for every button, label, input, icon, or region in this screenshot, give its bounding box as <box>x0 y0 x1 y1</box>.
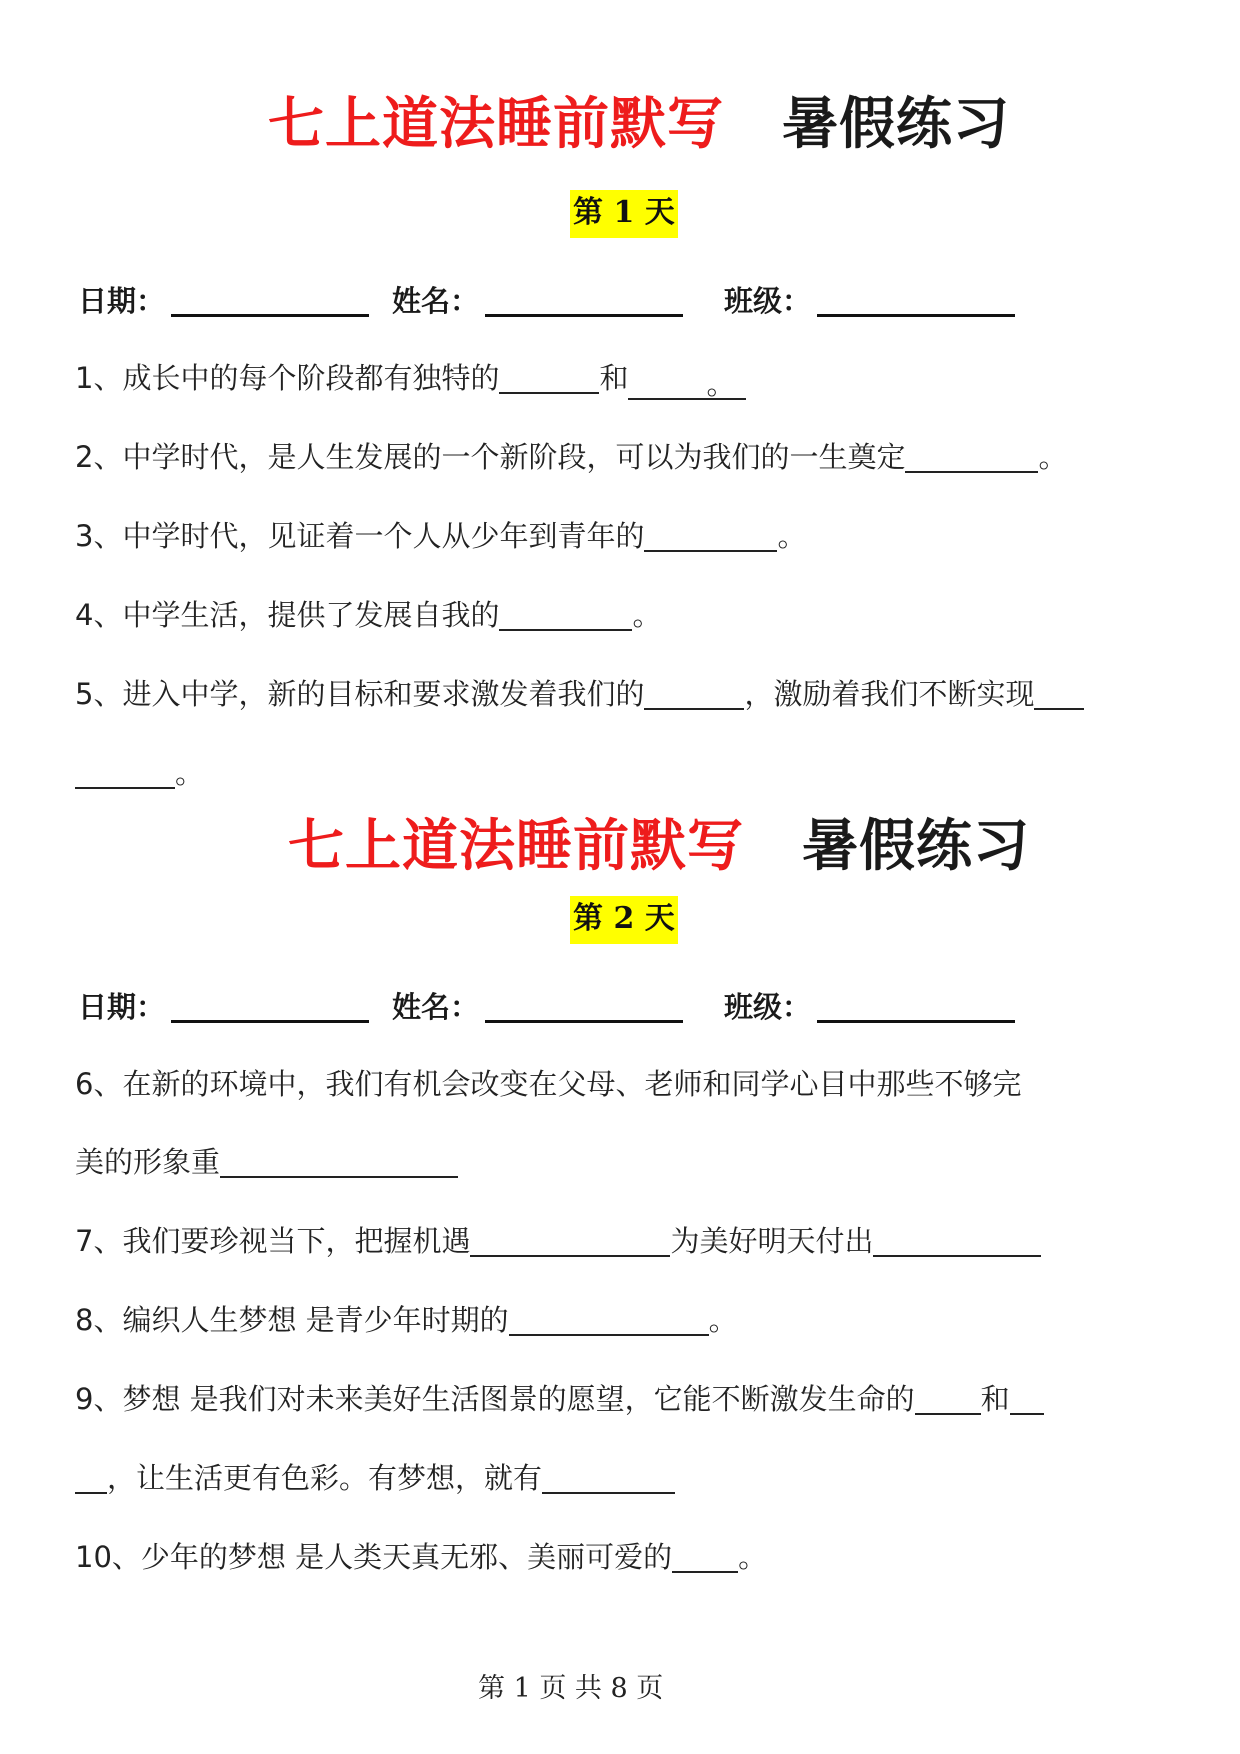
question-6-text: 6、在新的环境中，我们有机会改变在父母、老师和同学心目中那些不够完 <box>75 1067 1022 1101</box>
blank[interactable] <box>905 443 1038 473</box>
section-2-info-row <box>78 990 369 1023</box>
blank[interactable] <box>220 1148 458 1178</box>
blank[interactable] <box>470 1227 670 1257</box>
section-1-day-label: 第 1 天 <box>570 190 678 238</box>
question-1 <box>75 361 746 401</box>
class-field[interactable] <box>817 284 1015 317</box>
question-2-text: 2、中学时代，是人生发展的一个新阶段，可以为我们的一生奠定 <box>75 440 906 474</box>
section-2-title-black: 暑假练习 <box>802 813 1030 879</box>
question-9-text-b: 和 <box>980 1382 1010 1416</box>
question-10-text-b: 。 <box>738 1540 768 1574</box>
class-label: 班级： <box>724 284 812 318</box>
date-label: 日期： <box>78 990 166 1024</box>
section-2-title-red: 七上道法睡前默写 <box>288 813 744 879</box>
question-4 <box>75 598 662 632</box>
page-footer: 第 1 页 共 8 页 <box>478 1673 664 1704</box>
question-6-cont <box>75 1145 458 1179</box>
question-2 <box>75 440 1068 474</box>
question-1-text: 1、成长中的每个阶段都有独特的 <box>75 361 500 395</box>
question-7 <box>75 1224 1041 1258</box>
question-5-text-b: ，激励着我们不断实现 <box>744 677 1035 711</box>
question-9-text-c: ，让生活更有色彩。有梦想，就有 <box>107 1461 543 1495</box>
blank[interactable] <box>499 364 599 394</box>
question-3-text: 3、中学时代，见证着一个人从少年到青年的 <box>75 519 645 553</box>
question-6 <box>75 1067 1022 1101</box>
section-2-class-group <box>724 990 1015 1023</box>
blank[interactable] <box>628 367 746 401</box>
class-label: 班级： <box>724 990 812 1024</box>
section-2-title <box>288 813 1030 879</box>
question-6-text-b: 美的形象重 <box>75 1145 221 1179</box>
name-field[interactable] <box>485 284 683 317</box>
question-10 <box>75 1540 768 1574</box>
question-8 <box>75 1303 738 1337</box>
question-8-text-b: 。 <box>708 1303 738 1337</box>
blank[interactable] <box>644 680 744 710</box>
question-5-cont <box>75 756 205 790</box>
question-3-text-b: 。 <box>777 519 807 553</box>
blank[interactable] <box>75 1464 107 1494</box>
question-9 <box>75 1382 1044 1416</box>
name-label: 姓名： <box>392 284 480 318</box>
section-1-info-row <box>78 284 369 317</box>
blank[interactable] <box>672 1543 738 1573</box>
question-7-text: 7、我们要珍视当下，把握机遇 <box>75 1224 471 1258</box>
section-1-name-group <box>392 284 683 317</box>
question-5-text-c: 。 <box>175 756 205 790</box>
date-label: 日期： <box>78 284 166 318</box>
section-2-name-group <box>392 990 683 1023</box>
question-2-text-b: 。 <box>1038 440 1068 474</box>
blank[interactable] <box>873 1227 1041 1257</box>
question-8-text: 8、编织人生梦想 是青少年时期的 <box>75 1303 509 1337</box>
blank[interactable] <box>75 759 175 789</box>
section-1-class-group <box>724 284 1015 317</box>
question-3 <box>75 519 807 553</box>
blank[interactable] <box>915 1385 981 1415</box>
question-5-text: 5、进入中学，新的目标和要求激发着我们的 <box>75 677 645 711</box>
blank[interactable] <box>1034 680 1084 710</box>
question-1-text-b: 和 <box>599 361 629 395</box>
blank[interactable] <box>644 522 777 552</box>
question-9-text: 9、梦想 是我们对未来美好生活图景的愿望，它能不断激发生命的 <box>75 1382 915 1416</box>
question-5 <box>75 677 1084 711</box>
date-field[interactable] <box>171 990 369 1023</box>
section-1-title <box>268 91 1010 157</box>
question-10-text: 10、少年的梦想 是人类天真无邪、美丽可爱的 <box>75 1540 673 1574</box>
class-field[interactable] <box>817 990 1015 1023</box>
section-2-day-label: 第 2 天 <box>570 896 678 944</box>
name-field[interactable] <box>485 990 683 1023</box>
section-1-title-red: 七上道法睡前默写 <box>268 91 724 157</box>
question-4-text-b: 。 <box>632 598 662 632</box>
blank[interactable] <box>499 601 632 631</box>
blank[interactable] <box>542 1464 675 1494</box>
question-4-text: 4、中学生活，提供了发展自我的 <box>75 598 500 632</box>
name-label: 姓名： <box>392 990 480 1024</box>
section-1-title-black: 暑假练习 <box>782 91 1010 157</box>
question-9-cont <box>75 1461 675 1495</box>
blank[interactable] <box>509 1306 709 1336</box>
blank[interactable] <box>1010 1385 1044 1415</box>
date-field[interactable] <box>171 284 369 317</box>
question-1-text-c: 。 <box>706 367 736 401</box>
question-7-text-b: 为美好明天付出 <box>670 1224 874 1258</box>
